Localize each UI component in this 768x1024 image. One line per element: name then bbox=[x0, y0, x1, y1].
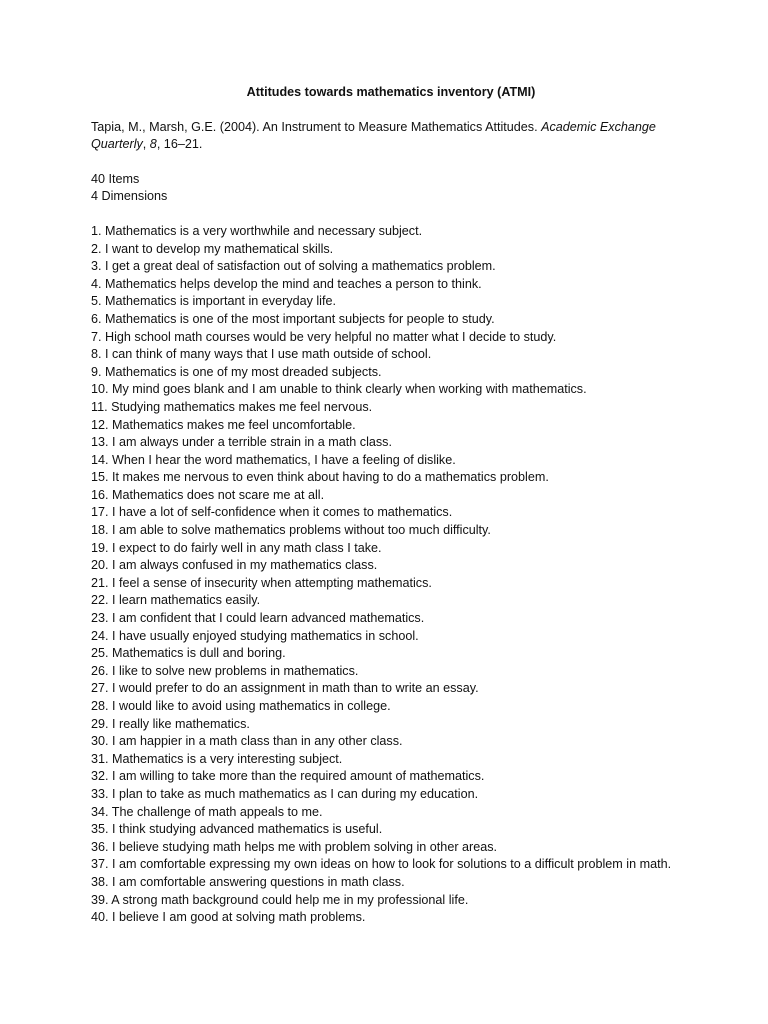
list-item: 23. I am confident that I could learn advanced mathematics. bbox=[91, 611, 425, 626]
document-page bbox=[91, 84, 681, 927]
list-item: 19. I expect to do fairly well in any math class I take. bbox=[91, 540, 382, 555]
list-item: 14. When I hear the word mathematics, I have a feeling of dislike. bbox=[91, 452, 456, 467]
list-item: 21. I feel a sense of insecurity when attempting mathematics. bbox=[91, 575, 432, 590]
list-item: 36. I believe studying math helps me with problem solving in other areas. bbox=[91, 839, 498, 854]
list-item: 38. I am comfortable answering questions in math class. bbox=[91, 874, 405, 889]
inventory-meta bbox=[91, 171, 681, 206]
citation bbox=[91, 119, 681, 154]
list-item: 15. It makes me nervous to even think about having to do a mathematics problem. bbox=[91, 470, 549, 485]
list-item: 3. I get a great deal of satisfaction out of solving a mathematics problem. bbox=[91, 259, 496, 274]
list-item: 33. I plan to take as much mathematics as I can during my education. bbox=[91, 786, 479, 801]
list-item: 1. Mathematics is a very worthwhile and necessary subject. bbox=[91, 223, 423, 238]
list-item: 11. Studying mathematics makes me feel nervous. bbox=[91, 399, 373, 414]
list-item: 18. I am able to solve mathematics problems without too much difficulty. bbox=[91, 523, 491, 538]
list-item: 13. I am always under a terrible strain in a math class. bbox=[91, 435, 392, 450]
list-item: 7. High school math courses would be very helpful no matter what I decide to study. bbox=[91, 329, 557, 344]
item-list bbox=[91, 223, 681, 927]
list-item: 16. Mathematics does not scare me at all. bbox=[91, 487, 325, 502]
list-item: 6. Mathematics is one of the most important subjects for people to study. bbox=[91, 311, 495, 326]
list-item: 32. I am willing to take more than the required amount of mathematics. bbox=[91, 769, 485, 784]
list-item: 40. I believe I am good at solving math problems. bbox=[91, 910, 366, 925]
list-item: 34. The challenge of math appeals to me. bbox=[91, 804, 323, 819]
citation-sep1: , bbox=[142, 137, 150, 152]
list-item: 25. Mathematics is dull and boring. bbox=[91, 646, 286, 661]
list-item: 37. I am comfortable expressing my own ideas on how to look for solutions to a difficult problem in math. bbox=[91, 857, 672, 872]
citation-volume: 8 bbox=[149, 137, 157, 152]
document-title: Attitudes towards mathematics inventory (ATMI) bbox=[246, 85, 536, 99]
citation-pages: 16–21. bbox=[160, 137, 203, 152]
dimensions-count: 4 Dimensions bbox=[91, 189, 168, 204]
list-item: 20. I am always confused in my mathematics class. bbox=[91, 558, 378, 573]
list-item: 31. Mathematics is a very interesting subject. bbox=[91, 751, 343, 766]
list-item: 5. Mathematics is important in everyday life. bbox=[91, 294, 336, 309]
list-item: 26. I like to solve new problems in mathematics. bbox=[91, 663, 359, 678]
items-count: 40 Items bbox=[91, 171, 140, 186]
list-item: 22. I learn mathematics easily. bbox=[91, 593, 261, 608]
list-item: 12. Mathematics makes me feel uncomfortable. bbox=[91, 417, 356, 432]
citation-sep2: , bbox=[156, 137, 161, 152]
list-item: 2. I want to develop my mathematical skills. bbox=[91, 241, 334, 256]
citation-journal: Academic Exchange Quarterly bbox=[91, 119, 656, 152]
list-item: 4. Mathematics helps develop the mind and teaches a person to think. bbox=[91, 276, 482, 291]
list-item: 28. I would like to avoid using mathematics in college. bbox=[91, 699, 391, 713]
list-item: 39. A strong math background could help me in my professional life. bbox=[91, 892, 469, 907]
list-item: 8. I can think of many ways that I use math outside of school. bbox=[91, 347, 432, 362]
list-item: 29. I really like mathematics. bbox=[91, 716, 250, 731]
list-item: 27. I would prefer to do an assignment in math than to write an essay. bbox=[91, 681, 479, 696]
list-item: 17. I have a lot of self-confidence when it comes to mathematics. bbox=[91, 505, 453, 520]
list-item: 10. My mind goes blank and I am unable to think clearly when working with mathematics. bbox=[91, 382, 587, 397]
list-item: 35. I think studying advanced mathematics is useful. bbox=[91, 822, 383, 837]
citation-authors: Tapia, M., Marsh, G.E. (2004). An Instrument to Measure Mathematics Attitudes. bbox=[91, 119, 542, 134]
list-item: 9. Mathematics is one of my most dreaded subjects. bbox=[91, 364, 382, 379]
list-item: 24. I have usually enjoyed studying mathematics in school. bbox=[91, 628, 419, 643]
list-item: 30. I am happier in a math class than in any other class. bbox=[91, 734, 403, 749]
